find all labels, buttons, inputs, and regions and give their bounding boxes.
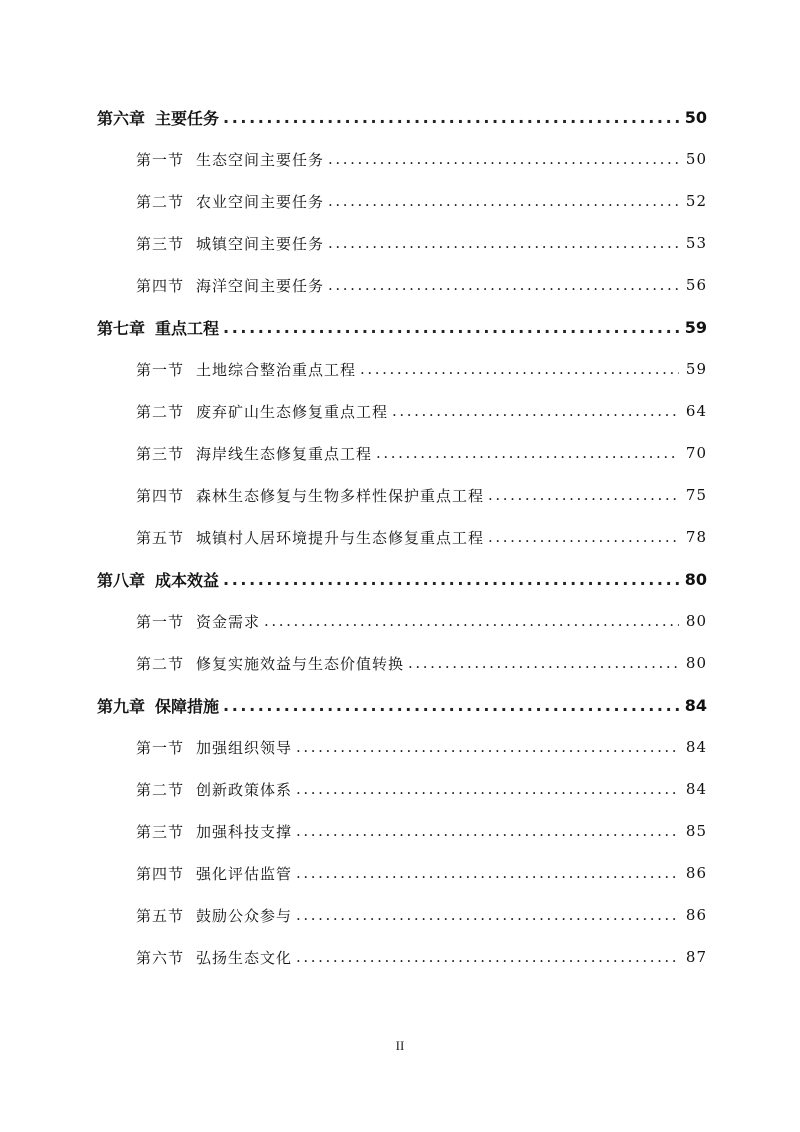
toc-section[interactable] xyxy=(136,774,707,804)
toc-title: 加强科技支撑 xyxy=(196,822,293,841)
toc-title: 主要任务 xyxy=(155,108,220,128)
toc-title: 土地综合整治重点工程 xyxy=(196,360,357,379)
toc-number: 第三节 xyxy=(136,444,185,463)
toc-section[interactable] xyxy=(136,648,707,678)
toc-page-number: 70 xyxy=(685,444,707,462)
toc-number: 第二节 xyxy=(136,402,185,421)
toc-page-number: 80 xyxy=(684,569,707,589)
toc-section[interactable] xyxy=(136,606,707,636)
toc-title: 海洋空间主要任务 xyxy=(196,276,325,295)
toc-chapter[interactable] xyxy=(97,564,707,594)
toc-number: 第一节 xyxy=(136,612,185,631)
toc-page-number: 87 xyxy=(685,948,707,966)
toc-page-number: 53 xyxy=(685,234,707,252)
toc-number: 第二节 xyxy=(136,780,185,799)
toc-title: 重点工程 xyxy=(155,318,220,338)
toc-page-number: 56 xyxy=(685,276,707,294)
toc-section[interactable] xyxy=(136,438,707,468)
toc-number: 第一节 xyxy=(136,360,185,379)
dot-leader xyxy=(223,108,679,127)
toc-page-number: 59 xyxy=(684,317,707,337)
toc-page-number: 52 xyxy=(685,192,707,210)
toc-title: 废弃矿山生态修复重点工程 xyxy=(196,402,389,421)
dot-leader xyxy=(328,234,679,252)
toc-section[interactable] xyxy=(136,480,707,510)
toc-section[interactable] xyxy=(136,942,707,972)
toc-title: 鼓励公众参与 xyxy=(196,906,293,925)
toc-title: 创新政策体系 xyxy=(196,780,293,799)
toc-page-number: 85 xyxy=(685,822,707,840)
toc-title: 生态空间主要任务 xyxy=(196,150,325,169)
toc-number: 第五节 xyxy=(136,528,185,547)
toc-number: 第九章 xyxy=(97,696,146,716)
toc-number: 第二节 xyxy=(136,192,185,211)
toc-page-number: 86 xyxy=(685,906,707,924)
dot-leader xyxy=(223,696,679,715)
dot-leader xyxy=(264,612,679,630)
dot-leader xyxy=(223,318,679,337)
toc-page-number: 84 xyxy=(685,738,707,756)
toc-page-number: 50 xyxy=(684,107,707,127)
toc-title: 海岸线生态修复重点工程 xyxy=(196,444,373,463)
toc-number: 第八章 xyxy=(97,570,146,590)
toc-section[interactable] xyxy=(136,900,707,930)
toc-number: 第四节 xyxy=(136,864,185,883)
toc-title: 城镇空间主要任务 xyxy=(196,234,325,253)
toc-page-number: 59 xyxy=(685,360,707,378)
toc-number: 第三节 xyxy=(136,822,185,841)
toc-section[interactable] xyxy=(136,228,707,258)
toc-page-number: 78 xyxy=(685,528,707,546)
toc-number: 第二节 xyxy=(136,654,185,673)
toc-number: 第四节 xyxy=(136,486,185,505)
toc-section[interactable] xyxy=(136,816,707,846)
dot-leader xyxy=(223,570,679,589)
toc-chapter[interactable] xyxy=(97,690,707,720)
toc-section[interactable] xyxy=(136,186,707,216)
dot-leader xyxy=(488,528,679,546)
toc-title: 城镇村人居环境提升与生态修复重点工程 xyxy=(196,528,485,547)
page-footer-number: II xyxy=(395,1038,405,1053)
toc-page-number: 84 xyxy=(685,780,707,798)
toc-number: 第一节 xyxy=(136,738,185,757)
toc-page-number: 86 xyxy=(685,864,707,882)
toc-page-number: 50 xyxy=(685,150,707,168)
dot-leader xyxy=(328,150,679,168)
toc-number: 第六节 xyxy=(136,948,185,967)
toc-number: 第三节 xyxy=(136,234,185,253)
dot-leader xyxy=(296,948,679,966)
toc-page-number: 64 xyxy=(685,402,707,420)
toc-number: 第一节 xyxy=(136,150,185,169)
toc-section[interactable] xyxy=(136,354,707,384)
dot-leader xyxy=(392,402,679,420)
dot-leader xyxy=(360,360,679,378)
dot-leader xyxy=(488,486,679,504)
dot-leader xyxy=(296,864,679,882)
toc-chapter[interactable] xyxy=(97,102,707,132)
toc-number: 第五节 xyxy=(136,906,185,925)
toc-chapter[interactable] xyxy=(97,312,707,342)
toc-section[interactable] xyxy=(136,396,707,426)
toc-title: 修复实施效益与生态价值转换 xyxy=(196,654,405,673)
toc-title: 弘扬生态文化 xyxy=(196,948,293,967)
toc-section[interactable] xyxy=(136,144,707,174)
dot-leader xyxy=(408,654,679,672)
toc-section[interactable] xyxy=(136,522,707,552)
toc-title: 森林生态修复与生物多样性保护重点工程 xyxy=(196,486,485,505)
dot-leader xyxy=(376,444,679,462)
toc-section[interactable] xyxy=(136,858,707,888)
toc-title: 资金需求 xyxy=(196,612,261,631)
toc-page-number: 84 xyxy=(684,695,707,715)
toc-number: 第六章 xyxy=(97,108,146,128)
toc-section[interactable] xyxy=(136,732,707,762)
toc-page-number: 80 xyxy=(685,654,707,672)
dot-leader xyxy=(328,192,679,210)
toc-page-number: 80 xyxy=(685,612,707,630)
toc-title: 成本效益 xyxy=(155,570,220,590)
toc-page-number: 75 xyxy=(685,486,707,504)
toc-title: 保障措施 xyxy=(155,696,220,716)
toc-title: 农业空间主要任务 xyxy=(196,192,325,211)
toc-title: 加强组织领导 xyxy=(196,738,293,757)
dot-leader xyxy=(296,906,679,924)
toc-title: 强化评估监管 xyxy=(196,864,293,883)
dot-leader xyxy=(296,822,679,840)
toc-number: 第七章 xyxy=(97,318,146,338)
dot-leader xyxy=(296,738,679,756)
dot-leader xyxy=(328,276,679,294)
dot-leader xyxy=(296,780,679,798)
toc-section[interactable] xyxy=(136,270,707,300)
toc-number: 第四节 xyxy=(136,276,185,295)
